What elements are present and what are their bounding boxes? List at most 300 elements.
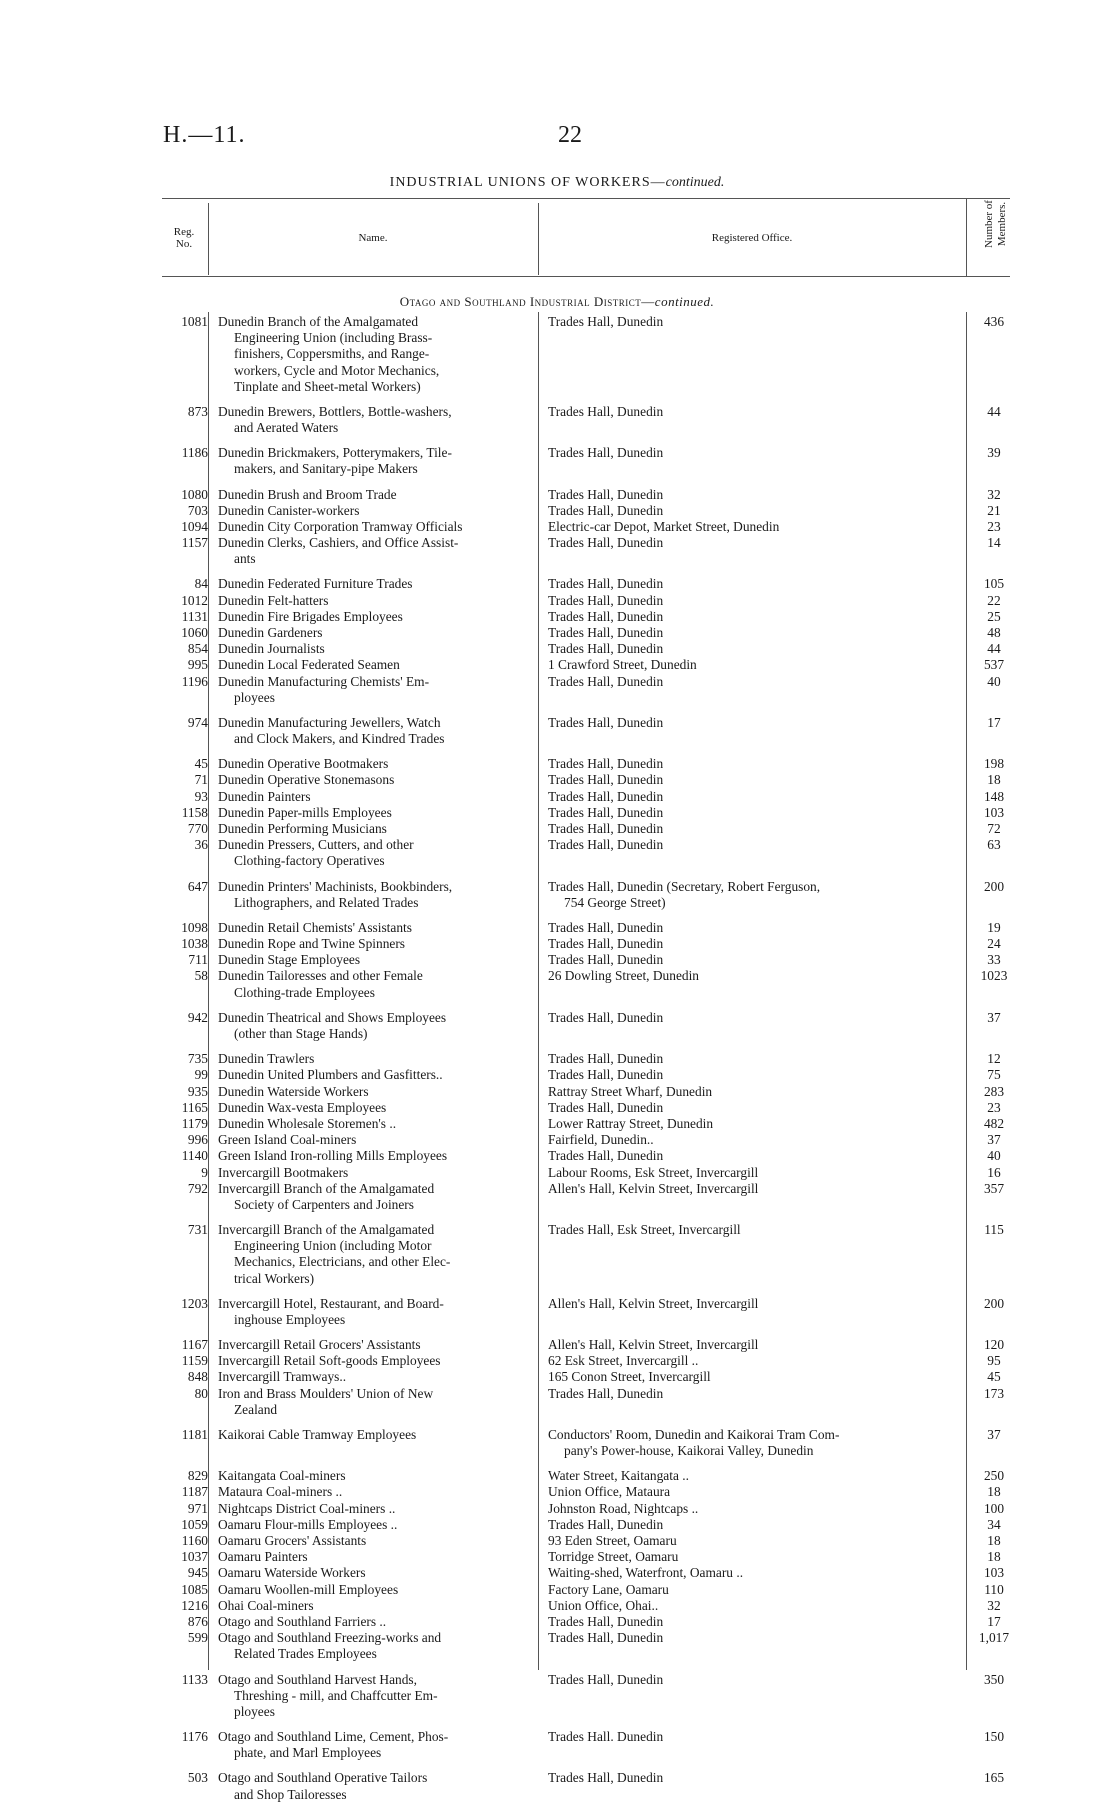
union-name xyxy=(218,1386,530,1418)
reg-number: 58 xyxy=(194,968,208,984)
member-count: 25 xyxy=(987,608,1001,624)
member-count: 40 xyxy=(987,1148,1001,1164)
registered-office xyxy=(548,1630,958,1646)
union-name xyxy=(218,1148,530,1164)
registered-office xyxy=(548,404,958,420)
reg-number: 599 xyxy=(187,1630,208,1646)
member-count: 120 xyxy=(983,1337,1005,1353)
union-name-line: Mataura Coal-miners .. xyxy=(218,1484,343,1500)
reg-number: 1203 xyxy=(181,1295,208,1311)
member-count: 75 xyxy=(987,1067,1001,1083)
union-name-line: Tinplate and Sheet-metal Workers) xyxy=(234,378,421,394)
registered-office xyxy=(548,535,958,551)
registered-office xyxy=(548,1770,958,1786)
registered-office-line: Conductors' Room, Dunedin and Kaikorai Tram Com- xyxy=(548,1426,840,1442)
member-count: 18 xyxy=(987,772,1001,788)
union-name-line: Dunedin Printers' Machinists, Bookbinders, xyxy=(218,878,453,894)
union-name xyxy=(218,1517,530,1533)
union-name-line: Engineering Union (including Motor xyxy=(234,1238,432,1254)
registered-office xyxy=(548,952,958,968)
member-count: 21 xyxy=(987,502,1001,518)
registered-office-line: Trades Hall, Esk Street, Invercargill xyxy=(548,1222,741,1237)
registered-office xyxy=(548,1369,958,1385)
member-count: 357 xyxy=(983,1180,1005,1196)
union-name xyxy=(218,1598,530,1614)
reg-number: 99 xyxy=(194,1067,208,1083)
reg-number: 1060 xyxy=(181,625,208,641)
reg-number: 1037 xyxy=(181,1549,208,1565)
reg-number: 36 xyxy=(194,837,208,853)
union-name xyxy=(218,920,530,936)
registered-office-line: Trades Hall, Dunedin xyxy=(548,576,664,592)
member-count: 39 xyxy=(987,445,1001,461)
union-name xyxy=(218,404,530,436)
union-name-line: Engineering Union (including Brass- xyxy=(234,330,433,346)
registered-office xyxy=(548,657,958,673)
member-count: 18 xyxy=(987,1484,1001,1500)
reg-number: 1140 xyxy=(181,1148,208,1164)
union-name-line: Lithographers, and Related Trades xyxy=(234,894,419,910)
member-count: 32 xyxy=(987,486,1001,502)
union-name-line: Invercargill Retail Grocers' Assistants xyxy=(218,1337,421,1353)
reg-number: 45 xyxy=(194,756,208,772)
union-name-line: Oamaru Grocers' Assistants xyxy=(218,1533,367,1549)
registered-office xyxy=(548,1672,958,1688)
reg-number: 731 xyxy=(187,1222,208,1237)
union-name-line: Otago and Southland Farriers .. xyxy=(218,1614,387,1630)
registered-office-line: Union Office, Mataura xyxy=(548,1484,671,1500)
union-name-line: Dunedin Painters xyxy=(218,788,311,804)
registered-office xyxy=(548,1222,958,1238)
union-name-line: Dunedin Local Federated Seamen xyxy=(218,657,400,673)
union-name-line: Oamaru Waterside Workers xyxy=(218,1565,366,1581)
union-name xyxy=(218,641,530,657)
union-name-line: inghouse Employees xyxy=(234,1311,346,1327)
union-name xyxy=(218,519,530,535)
union-name xyxy=(218,1010,530,1042)
union-name-line: Otago and Southland Operative Tailors xyxy=(218,1770,428,1786)
registered-office-line: Trades Hall, Dunedin xyxy=(548,1770,664,1786)
union-name-line: ployees xyxy=(234,689,275,705)
reg-number: 1038 xyxy=(181,936,208,952)
registered-office xyxy=(548,1517,958,1533)
union-name-line: ployees xyxy=(234,1703,275,1719)
registered-office xyxy=(548,1132,958,1148)
reg-number: 1196 xyxy=(181,673,208,689)
registered-office xyxy=(548,936,958,952)
registered-office-line: Torridge Street, Oamaru xyxy=(548,1549,679,1565)
union-name xyxy=(218,1067,530,1083)
union-name xyxy=(218,1116,530,1132)
registered-office-line: Trades Hall, Dunedin xyxy=(548,1516,664,1532)
member-count: 34 xyxy=(987,1516,1001,1532)
union-name-line: and Aerated Waters xyxy=(234,420,339,436)
registered-office-line: Trades Hall, Dunedin xyxy=(548,936,664,952)
registered-office xyxy=(548,1116,958,1132)
union-name xyxy=(218,314,530,395)
reg-number: 1081 xyxy=(181,314,208,329)
reg-number: 735 xyxy=(187,1051,208,1067)
registered-office-line: Allen's Hall, Kelvin Street, Invercargill xyxy=(548,1295,759,1311)
reg-header-line: No. xyxy=(175,238,193,250)
union-name xyxy=(218,1353,530,1369)
union-name-line: Green Island Iron-rolling Mills Employees xyxy=(218,1148,448,1164)
registered-office xyxy=(548,920,958,936)
union-name-line: Otago and Southland Harvest Hands, xyxy=(218,1671,417,1687)
reg-number: 1157 xyxy=(181,535,208,551)
registered-office xyxy=(548,1067,958,1083)
body-divider-name xyxy=(538,312,539,1670)
registered-office xyxy=(548,1468,958,1484)
member-count: 72 xyxy=(987,821,1001,837)
members-header-line: Members. xyxy=(996,201,1008,247)
member-count: 37 xyxy=(987,1426,1001,1442)
union-name-line: Invercargill Branch of the Amalgamated xyxy=(218,1180,435,1196)
registered-office-line: Lower Rattray Street, Dunedin xyxy=(548,1115,714,1131)
union-name xyxy=(218,756,530,772)
member-count: 250 xyxy=(983,1468,1005,1484)
registered-office-line: 26 Dowling Street, Dunedin xyxy=(548,968,699,984)
registered-office-line: Allen's Hall, Kelvin Street, Invercargill xyxy=(548,1180,759,1196)
member-count: 18 xyxy=(987,1549,1001,1565)
registered-office xyxy=(548,503,958,519)
union-name-line: (other than Stage Hands) xyxy=(234,1025,368,1041)
member-count: 37 xyxy=(987,1009,1001,1025)
union-name-line: Dunedin Pressers, Cutters, and other xyxy=(218,837,414,853)
member-count: 33 xyxy=(987,952,1001,968)
union-name-line: Dunedin Paper-mills Employees xyxy=(218,804,392,820)
registered-office xyxy=(548,519,958,535)
registered-office-line: Trades Hall, Dunedin xyxy=(548,1067,664,1083)
registered-office xyxy=(548,641,958,657)
union-name xyxy=(218,1501,530,1517)
union-name-line: Dunedin Manufacturing Chemists' Em- xyxy=(218,673,430,689)
registered-office-line: Trades Hall, Dunedin xyxy=(548,1614,664,1630)
reg-number: 945 xyxy=(187,1565,208,1581)
member-count: 115 xyxy=(984,1222,1004,1237)
union-name-line: Invercargill Tramways.. xyxy=(218,1369,347,1385)
union-name-line: Dunedin Trawlers xyxy=(218,1051,315,1067)
union-name-line: Dunedin Brickmakers, Potterymakers, Tile- xyxy=(218,445,452,461)
registered-office-line: Trades Hall, Dunedin xyxy=(548,804,664,820)
registered-office-line: Trades Hall, Dunedin xyxy=(548,1051,664,1067)
reg-number: 1160 xyxy=(181,1533,208,1549)
reg-number: 1085 xyxy=(181,1581,208,1597)
registered-office-line: Trades Hall, Dunedin xyxy=(548,919,664,935)
union-name-line: Oamaru Painters xyxy=(218,1549,308,1565)
union-name xyxy=(218,837,530,869)
registered-office xyxy=(548,1729,958,1745)
header-bottom-rule xyxy=(162,276,1010,277)
union-name-line: Dunedin Stage Employees xyxy=(218,952,361,968)
registered-office xyxy=(548,715,958,731)
header-top-rule xyxy=(162,198,1010,199)
union-name-line: Dunedin Waterside Workers xyxy=(218,1083,369,1099)
member-count: 19 xyxy=(987,919,1001,935)
union-name xyxy=(218,789,530,805)
reg-number: 1098 xyxy=(181,919,208,935)
registered-office xyxy=(548,1501,958,1517)
page-number: 22 xyxy=(558,122,582,148)
registered-office xyxy=(548,1582,958,1598)
union-name xyxy=(218,1468,530,1484)
member-count: 44 xyxy=(987,641,1001,657)
members-header-line: Number of xyxy=(983,200,995,248)
registered-office-line: Trades Hall, Dunedin xyxy=(548,314,664,329)
registered-office-line: Union Office, Ohai.. xyxy=(548,1597,659,1613)
union-name-line: ants xyxy=(234,551,256,567)
registered-office xyxy=(548,1100,958,1116)
registered-office-line: Trades Hall, Dunedin (Secretary, Robert Ferguson, xyxy=(548,878,821,894)
union-name xyxy=(218,1296,530,1328)
union-name xyxy=(218,674,530,706)
registered-office-line: Trades Hall, Dunedin xyxy=(548,756,664,772)
member-count: 165 xyxy=(983,1770,1005,1786)
registered-office xyxy=(548,879,958,911)
member-count: 198 xyxy=(983,756,1005,772)
reg-number: 770 xyxy=(187,821,208,837)
union-name-line: Oamaru Woollen-mill Employees xyxy=(218,1581,399,1597)
registered-office-line: pany's Power-house, Kaikorai Valley, Dunedin xyxy=(564,1443,814,1459)
member-count: 283 xyxy=(983,1083,1005,1099)
member-count: 18 xyxy=(987,1533,1001,1549)
registered-office-line: 93 Eden Street, Oamaru xyxy=(548,1533,677,1549)
member-count: 105 xyxy=(983,576,1005,592)
union-name xyxy=(218,487,530,503)
member-count: 350 xyxy=(983,1671,1005,1687)
reg-number: 1012 xyxy=(181,592,208,608)
union-name-line: Dunedin Brewers, Bottlers, Bottle-washers, xyxy=(218,403,452,419)
union-name-line: Dunedin Wax-vesta Employees xyxy=(218,1099,387,1115)
member-count: 200 xyxy=(983,878,1005,894)
registered-office xyxy=(548,1614,958,1630)
reg-number: 1094 xyxy=(181,518,208,534)
reg-number: 792 xyxy=(187,1180,208,1196)
union-name-line: Zealand xyxy=(234,1401,278,1417)
union-name xyxy=(218,593,530,609)
reg-number: 71 xyxy=(194,772,208,788)
registered-office-line: Trades Hall, Dunedin xyxy=(548,837,664,853)
reg-number: 1158 xyxy=(181,804,208,820)
member-count: 32 xyxy=(987,1597,1001,1613)
member-count: 14 xyxy=(987,535,1001,551)
reg-number: 1176 xyxy=(181,1729,208,1745)
union-name xyxy=(218,1181,530,1213)
member-count: 95 xyxy=(987,1353,1001,1369)
registered-office-line: 1 Crawford Street, Dunedin xyxy=(548,657,697,673)
union-name-line: Dunedin Theatrical and Shows Employees xyxy=(218,1009,447,1025)
union-name-line: Dunedin Clerks, Cashiers, and Office Assist- xyxy=(218,535,459,551)
registered-office xyxy=(548,968,958,984)
union-name-line: Dunedin Retail Chemists' Assistants xyxy=(218,919,412,935)
member-count: 100 xyxy=(983,1500,1005,1516)
district-label: Otago and Southland Industrial District— xyxy=(399,294,655,309)
registered-office-line: Trades Hall, Dunedin xyxy=(548,403,664,419)
registered-office xyxy=(548,1484,958,1500)
union-name-line: Dunedin Canister-workers xyxy=(218,502,360,518)
registered-office xyxy=(548,576,958,592)
reg-number: 1080 xyxy=(181,486,208,502)
registered-office xyxy=(548,1533,958,1549)
registered-office xyxy=(548,1386,958,1402)
registered-office-line: 62 Esk Street, Invercargill .. xyxy=(548,1353,699,1369)
union-name xyxy=(218,1222,530,1287)
registered-office xyxy=(548,1427,958,1459)
union-name-line: Dunedin Gardeners xyxy=(218,625,323,641)
union-name xyxy=(218,1132,530,1148)
member-count: 1,017 xyxy=(978,1630,1010,1646)
registered-office xyxy=(548,445,958,461)
union-name xyxy=(218,445,530,477)
union-name xyxy=(218,952,530,968)
registered-office xyxy=(548,1010,958,1026)
member-count: 16 xyxy=(987,1164,1001,1180)
union-name-line: Dunedin Rope and Twine Spinners xyxy=(218,936,406,952)
table-title xyxy=(0,175,1114,191)
member-count: 173 xyxy=(983,1385,1005,1401)
union-name xyxy=(218,1100,530,1116)
reg-number: 9 xyxy=(201,1164,208,1180)
registered-office xyxy=(548,1148,958,1164)
registered-office-line: Trades Hall, Dunedin xyxy=(548,788,664,804)
column-header-office: Registered Office. xyxy=(711,232,793,244)
union-name-line: Dunedin Felt-hatters xyxy=(218,592,329,608)
registered-office-line: Trades Hall, Dunedin xyxy=(548,772,664,788)
registered-office xyxy=(548,1181,958,1197)
registered-office-line: Trades Hall, Dunedin xyxy=(548,1385,664,1401)
reg-number: 1187 xyxy=(181,1484,208,1500)
member-count: 23 xyxy=(987,1099,1001,1115)
union-name-line: Invercargill Bootmakers xyxy=(218,1164,349,1180)
registered-office xyxy=(548,1565,958,1581)
registered-office-line: 165 Conon Street, Invercargill xyxy=(548,1369,711,1385)
member-count: 200 xyxy=(983,1295,1005,1311)
column-header-name: Name. xyxy=(358,232,388,244)
district-suffix: continued. xyxy=(654,294,715,309)
registered-office-line: Rattray Street Wharf, Dunedin xyxy=(548,1083,713,1099)
union-name-line: trical Workers) xyxy=(234,1270,315,1286)
registered-office xyxy=(548,674,958,690)
body-divider-reg xyxy=(208,312,209,1670)
union-name-line: Dunedin Fire Brigades Employees xyxy=(218,608,403,624)
registered-office-line: Water Street, Kaitangata .. xyxy=(548,1468,689,1484)
reg-number: 829 xyxy=(187,1468,208,1484)
member-count: 1023 xyxy=(980,968,1008,984)
union-name xyxy=(218,1084,530,1100)
registered-office xyxy=(548,789,958,805)
title-text: INDUSTRIAL UNIONS OF WORKERS— xyxy=(389,175,666,190)
union-name xyxy=(218,503,530,519)
member-count: 103 xyxy=(983,1565,1005,1581)
member-count: 17 xyxy=(987,1614,1001,1630)
member-count: 12 xyxy=(987,1051,1001,1067)
registered-office xyxy=(548,1598,958,1614)
registered-office-line: Trades Hall, Dunedin xyxy=(548,821,664,837)
registered-office xyxy=(548,609,958,625)
union-name xyxy=(218,805,530,821)
registered-office xyxy=(548,756,958,772)
union-name xyxy=(218,1165,530,1181)
registered-office-line: Trades Hall, Dunedin xyxy=(548,608,664,624)
reg-number: 93 xyxy=(194,788,208,804)
union-name-line: Dunedin Operative Bootmakers xyxy=(218,756,389,772)
registered-office-line: Trades Hall, Dunedin xyxy=(548,535,664,551)
registered-office-line: Trades Hall, Dunedin xyxy=(548,714,664,730)
union-name-line: Clothing-factory Operatives xyxy=(234,853,385,869)
registered-office xyxy=(548,1051,958,1067)
member-count: 150 xyxy=(983,1729,1005,1745)
union-name xyxy=(218,1630,530,1662)
registered-office xyxy=(548,821,958,837)
registered-office xyxy=(548,593,958,609)
union-name xyxy=(218,1427,530,1443)
union-name-line: Ohai Coal-miners xyxy=(218,1597,314,1613)
reg-number: 1179 xyxy=(181,1115,208,1131)
registered-office-line: Trades Hall, Dunedin xyxy=(548,486,664,502)
member-count: 103 xyxy=(983,804,1005,820)
registered-office-line: Trades Hall, Dunedin xyxy=(548,625,664,641)
union-name-line: Otago and Southland Freezing-works and xyxy=(218,1630,442,1646)
registered-office-line: Electric-car Depot, Market Street, Dunedin xyxy=(548,518,780,534)
registered-office-line: Trades Hall, Dunedin xyxy=(548,673,664,689)
union-name-line: Related Trades Employees xyxy=(234,1646,377,1662)
union-name xyxy=(218,609,530,625)
registered-office-line: Trades Hall, Dunedin xyxy=(548,592,664,608)
union-name xyxy=(218,1582,530,1598)
member-count: 45 xyxy=(987,1369,1001,1385)
union-name-line: phate, and Marl Employees xyxy=(234,1745,382,1761)
member-count: 23 xyxy=(987,518,1001,534)
union-name xyxy=(218,1729,530,1761)
registered-office-line: Trades Hall. Dunedin xyxy=(548,1729,664,1745)
reg-number: 84 xyxy=(194,576,208,592)
registered-office-line: Fairfield, Dunedin.. xyxy=(548,1132,654,1148)
member-count: 110 xyxy=(984,1581,1004,1597)
union-name-line: Invercargill Hotel, Restaurant, and Board- xyxy=(218,1295,444,1311)
reg-number: 854 xyxy=(187,641,208,657)
member-count: 436 xyxy=(983,314,1005,329)
union-name xyxy=(218,772,530,788)
column-divider-office xyxy=(966,198,967,276)
union-name-line: Dunedin Wholesale Storemen's .. xyxy=(218,1115,397,1131)
union-name-line: makers, and Sanitary-pipe Makers xyxy=(234,461,418,477)
union-name-line: Dunedin United Plumbers and Gasfitters.. xyxy=(218,1067,443,1083)
union-name xyxy=(218,968,530,1000)
registered-office xyxy=(548,1549,958,1565)
registered-office-line: Trades Hall, Dunedin xyxy=(548,1009,664,1025)
union-name-line: Invercargill Retail Soft-goods Employees xyxy=(218,1353,441,1369)
union-name-line: Kaikorai Cable Tramway Employees xyxy=(218,1426,417,1442)
member-count: 37 xyxy=(987,1132,1001,1148)
reg-number: 703 xyxy=(187,502,208,518)
column-header-reg xyxy=(162,226,206,250)
reg-number: 876 xyxy=(187,1614,208,1630)
reg-number: 1131 xyxy=(181,608,208,624)
registered-office-line: Trades Hall, Dunedin xyxy=(548,1671,664,1687)
reg-number: 935 xyxy=(187,1083,208,1099)
reg-number: 1059 xyxy=(181,1516,208,1532)
reg-number: 1159 xyxy=(181,1353,208,1369)
registered-office-line: Trades Hall, Dunedin xyxy=(548,1099,664,1115)
reg-number: 996 xyxy=(187,1132,208,1148)
title-suffix: continued. xyxy=(665,175,725,190)
union-name-line: Clothing-trade Employees xyxy=(234,984,375,1000)
registered-office xyxy=(548,837,958,853)
union-name-line: Iron and Brass Moulders' Union of New xyxy=(218,1385,434,1401)
member-count: 148 xyxy=(983,788,1005,804)
union-name-line: Green Island Coal-miners xyxy=(218,1132,357,1148)
registered-office xyxy=(548,314,958,330)
